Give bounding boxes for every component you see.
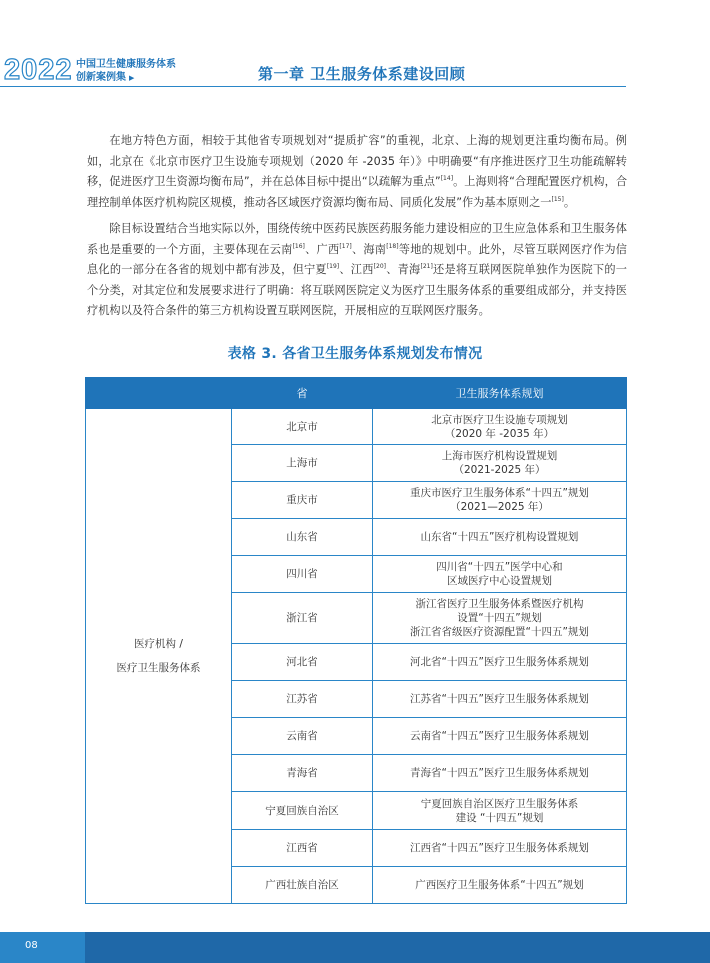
table-header-row bbox=[86, 378, 627, 409]
table-body bbox=[86, 409, 627, 904]
header-plan: 卫生服务体系规划 bbox=[373, 378, 627, 409]
province-cell: 四川省 bbox=[232, 556, 373, 593]
province-cell: 宁夏回族自治区 bbox=[232, 792, 373, 830]
plan-cell bbox=[373, 681, 627, 718]
table-title: 表格 3. 各省卫生服务体系规划发布情况 bbox=[227, 346, 483, 362]
series-title-line1: 中国卫生健康服务体系 bbox=[76, 59, 176, 70]
plan-line: 北京市医疗卫生设施专项规划 bbox=[431, 413, 568, 426]
citation-ref: [21] bbox=[420, 263, 433, 270]
plan-line: 宁夏回族自治区医疗卫生服务体系 bbox=[420, 797, 579, 810]
paragraph-other-goals bbox=[87, 219, 627, 322]
plan-line: （2021—2025 年） bbox=[450, 501, 549, 513]
footer-page-block bbox=[0, 932, 85, 963]
header-divider bbox=[0, 86, 626, 87]
series-title-line2-text: 创新案例集 bbox=[76, 72, 126, 83]
plan-line: 区域医疗中心设置规划 bbox=[447, 575, 552, 587]
table-row bbox=[86, 409, 627, 445]
arrow-right-icon: ▶ bbox=[129, 74, 135, 82]
paragraph-text: 、广西 bbox=[304, 242, 340, 256]
plan-line: 江西省“十四五”医疗卫生服务体系规划 bbox=[410, 842, 589, 854]
citation-ref: [20] bbox=[373, 263, 386, 270]
plan-cell bbox=[373, 482, 627, 519]
province-cell: 青海省 bbox=[232, 755, 373, 792]
plan-cell bbox=[373, 593, 627, 644]
province-cell: 江西省 bbox=[232, 830, 373, 867]
citation-ref: [14] bbox=[440, 175, 454, 182]
plan-cell bbox=[373, 556, 627, 593]
paragraph-regional-features bbox=[87, 131, 627, 213]
header-category bbox=[86, 378, 232, 409]
plan-cell bbox=[373, 409, 627, 445]
plan-line: 河北省“十四五”医疗卫生服务体系规划 bbox=[410, 656, 589, 668]
plan-line: 重庆市医疗卫生服务体系“十四五”规划 bbox=[410, 487, 589, 499]
series-title-line2 bbox=[76, 71, 176, 85]
plan-cell bbox=[373, 445, 627, 482]
province-cell: 重庆市 bbox=[232, 482, 373, 519]
citation-ref: [15] bbox=[551, 195, 564, 203]
paragraph-text: 除目标设置结合当地实际以外，围绕传统中医药民族医药服务能力建设相应的卫生应急体系和卫生服务体系也是重要的一个方面，主要体现在云南 bbox=[87, 222, 627, 256]
plan-line: 江苏省“十四五”医疗卫生服务体系规划 bbox=[410, 693, 589, 705]
plan-line: （2020 年 -2035 年） bbox=[444, 427, 555, 440]
province-cell: 山东省 bbox=[232, 519, 373, 556]
plan-cell bbox=[373, 644, 627, 681]
citation-ref: [18] bbox=[386, 242, 399, 250]
province-cell: 河北省 bbox=[232, 644, 373, 681]
category-line: 医疗机构 / bbox=[134, 638, 183, 650]
year-logo: 2022 bbox=[4, 54, 73, 86]
page-footer bbox=[0, 932, 710, 963]
header-province: 省 bbox=[232, 378, 373, 409]
paragraph-text: 、青海 bbox=[385, 263, 421, 276]
plan-cell bbox=[373, 830, 627, 867]
plan-cell bbox=[373, 519, 627, 556]
province-cell: 北京市 bbox=[232, 409, 373, 445]
plan-cell bbox=[373, 755, 627, 792]
citation-ref: [19] bbox=[326, 263, 340, 270]
plan-cell bbox=[373, 867, 627, 904]
paragraph-text: 、江西 bbox=[339, 263, 374, 276]
paragraph-text: 还是将互联网医院单独作为医院下的一个分类，对其定位和发展要求进行了明确：将互联网医院定义为医疗卫生服务体系的重要组成部分，并支持医疗机构以及符合条件的第三方机构设置互联网医院，开展相应的互联网医疗服务。 bbox=[87, 263, 627, 317]
province-cell: 上海市 bbox=[232, 445, 373, 482]
plan-cell bbox=[373, 718, 627, 755]
plan-line: 浙江省医疗卫生服务体系暨医疗机构 bbox=[415, 598, 584, 610]
footer-bar bbox=[85, 932, 710, 963]
paragraph-text: 、海南 bbox=[351, 242, 387, 256]
plan-line: 建设 “十四五”规划 bbox=[455, 811, 544, 824]
plan-line: 浙江省省级医疗资源配置“十四五”规划 bbox=[410, 626, 589, 638]
plan-line: 四川省“十四五”医学中心和 bbox=[436, 561, 563, 573]
category-cell bbox=[86, 409, 232, 904]
chapter-title: 第一章 卫生服务体系建设回顾 bbox=[258, 65, 466, 83]
plan-line: 云南省“十四五”医疗卫生服务体系规划 bbox=[410, 730, 589, 742]
paragraph-text: 等地的规划中。此外，尽管互联网医疗作为信息化的一部分在各省的规划中都有涉及，但宁夏 bbox=[87, 242, 627, 276]
paragraph-text: 在地方特色方面，相较于其他省专项规划对“提质扩容”的重视，北京、上海的规划更注重均衡布局。例如，北京在《北京市医疗卫生设施专项规划（2020 年 -2035 年）》中明确要“有序推进医疗卫生功能疏解转移，促进医疗卫生资源均衡布局”，并在总体目标中提出“以疏解为重点” bbox=[87, 134, 627, 188]
province-cell: 广西壮族自治区 bbox=[232, 867, 373, 904]
plan-line: 上海市医疗机构设置规划 bbox=[441, 450, 558, 462]
citation-ref: [16] bbox=[292, 242, 305, 250]
page-header bbox=[0, 0, 710, 92]
body-text bbox=[87, 131, 627, 328]
provincial-plans-table bbox=[85, 377, 627, 904]
province-cell: 云南省 bbox=[232, 718, 373, 755]
paragraph-text: 。上海则将“合理配置医疗机构，合理控制单体医疗机构院区规模，推动各区域医疗资源均衡布局、同质化发展”作为基本原则之一 bbox=[87, 175, 628, 209]
plan-line: （2021-2025 年） bbox=[453, 464, 546, 476]
province-cell: 浙江省 bbox=[232, 593, 373, 644]
plan-line: 设置“十四五”规划 bbox=[457, 612, 542, 624]
province-cell: 江苏省 bbox=[232, 681, 373, 718]
plan-cell bbox=[373, 792, 627, 830]
plan-line: 广西医疗卫生服务体系“十四五”规划 bbox=[415, 879, 584, 891]
paragraph-text: 。 bbox=[563, 195, 576, 209]
category-line: 医疗卫生服务体系 bbox=[116, 662, 201, 674]
citation-ref: [17] bbox=[339, 242, 352, 250]
page-number: 08 bbox=[25, 940, 38, 951]
plan-line: 青海省“十四五”医疗卫生服务体系规划 bbox=[410, 767, 589, 779]
series-title bbox=[76, 58, 176, 85]
plan-line: 山东省“十四五”医疗机构设置规划 bbox=[420, 531, 579, 543]
